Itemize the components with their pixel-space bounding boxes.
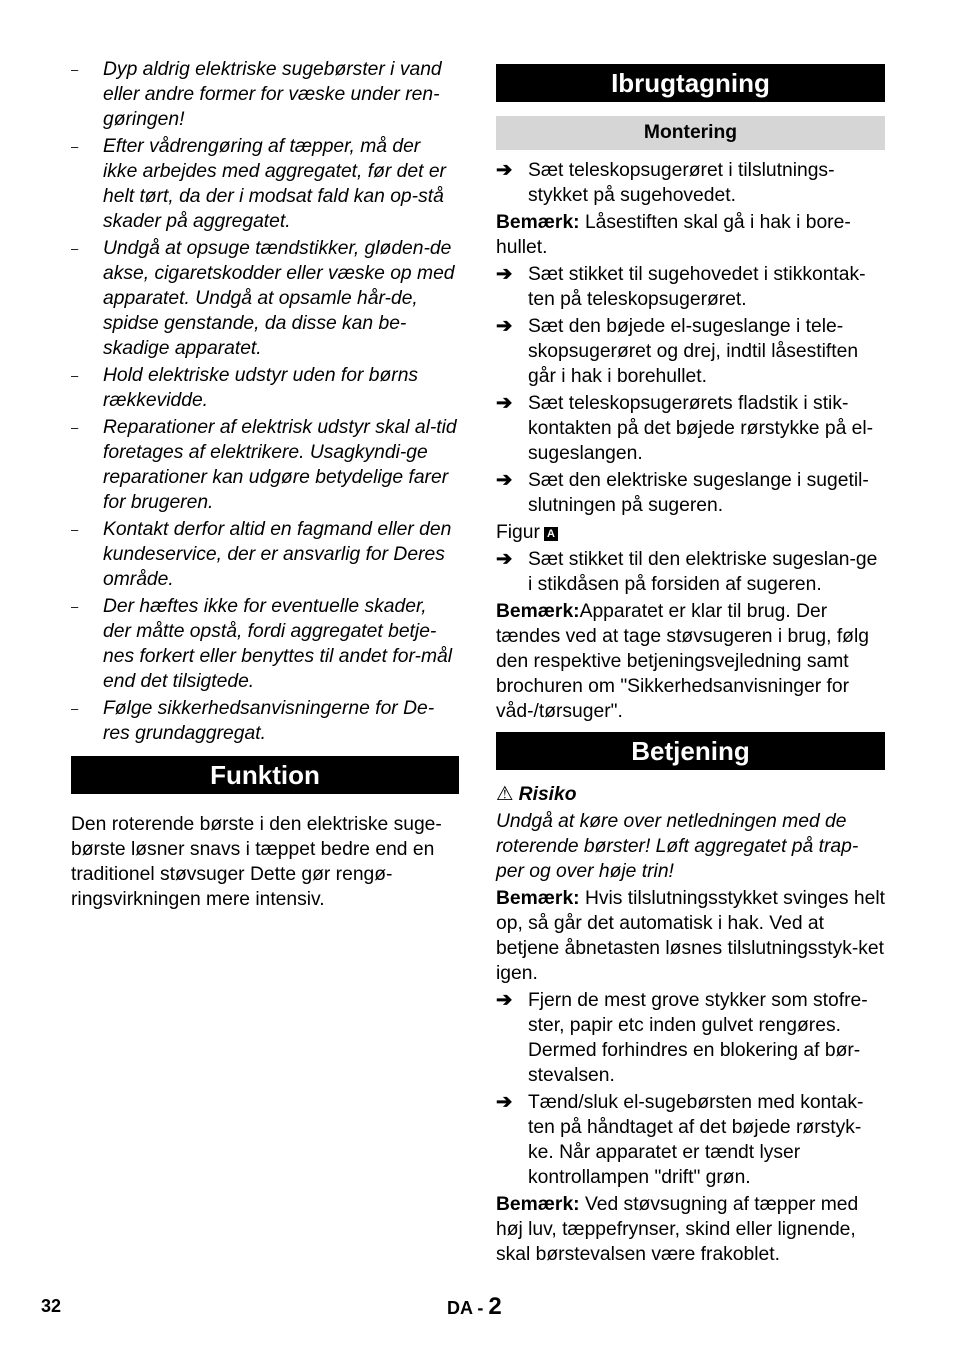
betjening-step (496, 988, 885, 1088)
safety-item (71, 696, 459, 746)
betjening-step (496, 1090, 885, 1190)
safety-item (71, 594, 459, 694)
note-4 (496, 1192, 885, 1267)
arrow-icon: ➔ (496, 1092, 513, 1113)
dash-bullet-icon: – (71, 522, 79, 537)
risk-heading (496, 782, 885, 807)
safety-item (71, 517, 459, 592)
funktion-heading: Funktion (71, 756, 459, 794)
montering-step (496, 314, 885, 389)
item-text: Sæt teleskopsugerørets fladstik i stik-kontakten på det bøjede rørstykke på el-sugeslangen. (528, 393, 874, 464)
montering-step-1 (496, 158, 885, 208)
item-text: Efter vådrengøring af tæpper, må der ikke arbejdes med aggregatet, før det er helt tørt, da der i modsat fald kan op-stå skader på aggregatet. (103, 136, 446, 232)
item-text: Sæt den elektriske sugeslange i sugetil-slutningen på sugeren. (528, 470, 869, 516)
note-1 (496, 210, 885, 260)
risk-label: Risiko (518, 784, 577, 805)
figure-label: Figur (496, 522, 540, 543)
arrow-icon: ➔ (496, 470, 513, 491)
funktion-text: Den roterende børste i den elektriske suge-børste løsner snavs i tæppet bedre end en traditionel støvsuger Dette gør rengø-ringsvirkningen mere intensiv. (71, 814, 442, 910)
section-number: 2 (488, 1293, 502, 1320)
note-text: Låsestiften skal gå i hak i bore-hullet. (496, 212, 851, 258)
left-column (71, 57, 459, 914)
betjening-heading: Betjening (496, 732, 885, 770)
betjening-steps (496, 988, 885, 1190)
note-label: Bemærk: (496, 888, 580, 909)
item-text: Reparationer af elektrisk udstyr skal al-tid foretages af elektrikere. Usagkyndi-ge reparationer kan udgøre betydelige farer for brugeren. (103, 417, 457, 513)
right-column (496, 64, 885, 1269)
item-text: Sæt stikket til sugehovedet i stikkontak-ten på teleskopsugerøret. (528, 264, 866, 310)
arrow-icon: ➔ (496, 549, 513, 570)
arrow-icon: ➔ (496, 393, 513, 414)
note-2 (496, 599, 885, 724)
safety-item (71, 57, 459, 132)
dash-bullet-icon: – (71, 701, 79, 716)
item-text: Kontakt derfor altid en fagmand eller den kundeservice, der er ansvarlig for Deres område. (103, 519, 452, 590)
montering-step (496, 391, 885, 466)
montering-step (496, 262, 885, 312)
note-text: Ved støvsugning af tæpper med høj luv, tæppefrynser, skind eller lignende, skal børstevalsen være frakoblet. (496, 1194, 859, 1265)
dash-bullet-icon: – (71, 139, 79, 154)
note-label: Bemærk: (496, 1194, 580, 1215)
note-text: Hvis tilslutningsstykket svinges helt op, så går det automatisk i hak. Ved at betjene åbnetasten løsnes tilslutningsstyk-ket igen. (496, 888, 885, 984)
item-text: Tænd/sluk el-sugebørsten med kontak-ten på håndtaget af det bøjede rørstyk-ke. Når apparatet er tændt lyser kontrollampen "drift" grøn. (528, 1092, 864, 1188)
step-text: Sæt stikket til den elektriske sugeslan-ge i stikdåsen på forsiden af sugeren. (528, 549, 878, 595)
safety-item (71, 415, 459, 515)
step-text: Sæt teleskopsugerøret i tilslutnings-stykket på sugehovedet. (528, 160, 835, 206)
arrow-icon: ➔ (496, 316, 513, 337)
dash-bullet-icon: – (71, 62, 79, 77)
safety-item (71, 363, 459, 413)
lang-code: DA - (447, 1298, 484, 1318)
safety-item (71, 236, 459, 361)
note-label: Bemærk: (496, 212, 580, 233)
note-3 (496, 886, 885, 986)
item-text: Følge sikkerhedsanvisningerne for De-res grundaggregat. (103, 698, 435, 744)
item-text: Der hæftes ikke for eventuelle skader, der måtte opstå, fordi aggregatet betje-nes forkert eller benyttes til andet for-mål end det tilsigtede. (103, 596, 453, 692)
dash-bullet-icon: – (71, 241, 79, 256)
ibrugtagning-heading: Ibrugtagning (496, 64, 885, 102)
item-text: Dyp aldrig elektriske sugebørster i vand eller andre former for væske under ren-gøringen! (103, 59, 442, 130)
item-text: Sæt den bøjede el-sugeslange i tele-skopsugerøret og drej, indtil låsestiften går i hak i borehullet. (528, 316, 859, 387)
safety-item (71, 134, 459, 234)
dash-bullet-icon: – (71, 599, 79, 614)
arrow-icon: ➔ (496, 264, 513, 285)
item-text: Hold elektriske udstyr uden for børns rækkevidde. (103, 365, 419, 411)
risk-text: Undgå at køre over netledningen med de roterende børster! Løft aggregatet på trap-per og over høje trin! (496, 811, 859, 882)
warning-icon: ⚠ (496, 784, 514, 805)
note-label: Bemærk: (496, 601, 580, 622)
dash-bullet-icon: – (71, 368, 79, 383)
arrow-icon: ➔ (496, 990, 513, 1011)
montering-step (496, 468, 885, 518)
figure-reference (496, 520, 885, 545)
item-text: Undgå at opsuge tændstikker, gløden-de akse, cigaretskodder eller væske op med apparatet. Undgå at opsamle hår-de, spidse genstande, da disse kan be-skadige apparatet. (103, 238, 455, 359)
section-code (447, 1293, 502, 1321)
page-number: 32 (41, 1296, 62, 1316)
montering-step-last (496, 547, 885, 597)
safety-list (71, 57, 459, 746)
dash-bullet-icon: – (71, 420, 79, 435)
item-text: Fjern de mest grove stykker som stofre-ster, papir etc inden gulvet rengøres. Dermed forhindres en blokering af bør-stevalsen. (528, 990, 868, 1086)
note-text: Apparatet er klar til brug. Der tændes ved at tage støvsugeren i brug, følg den respektive betjeningsvejledning samt brochuren om "Sikkerhedsanvisninger for våd-/tørsuger". (496, 601, 869, 722)
figure-a-icon: A (544, 527, 558, 541)
montering-heading: Montering (496, 116, 885, 150)
montering-steps (496, 262, 885, 518)
arrow-icon: ➔ (496, 160, 513, 181)
